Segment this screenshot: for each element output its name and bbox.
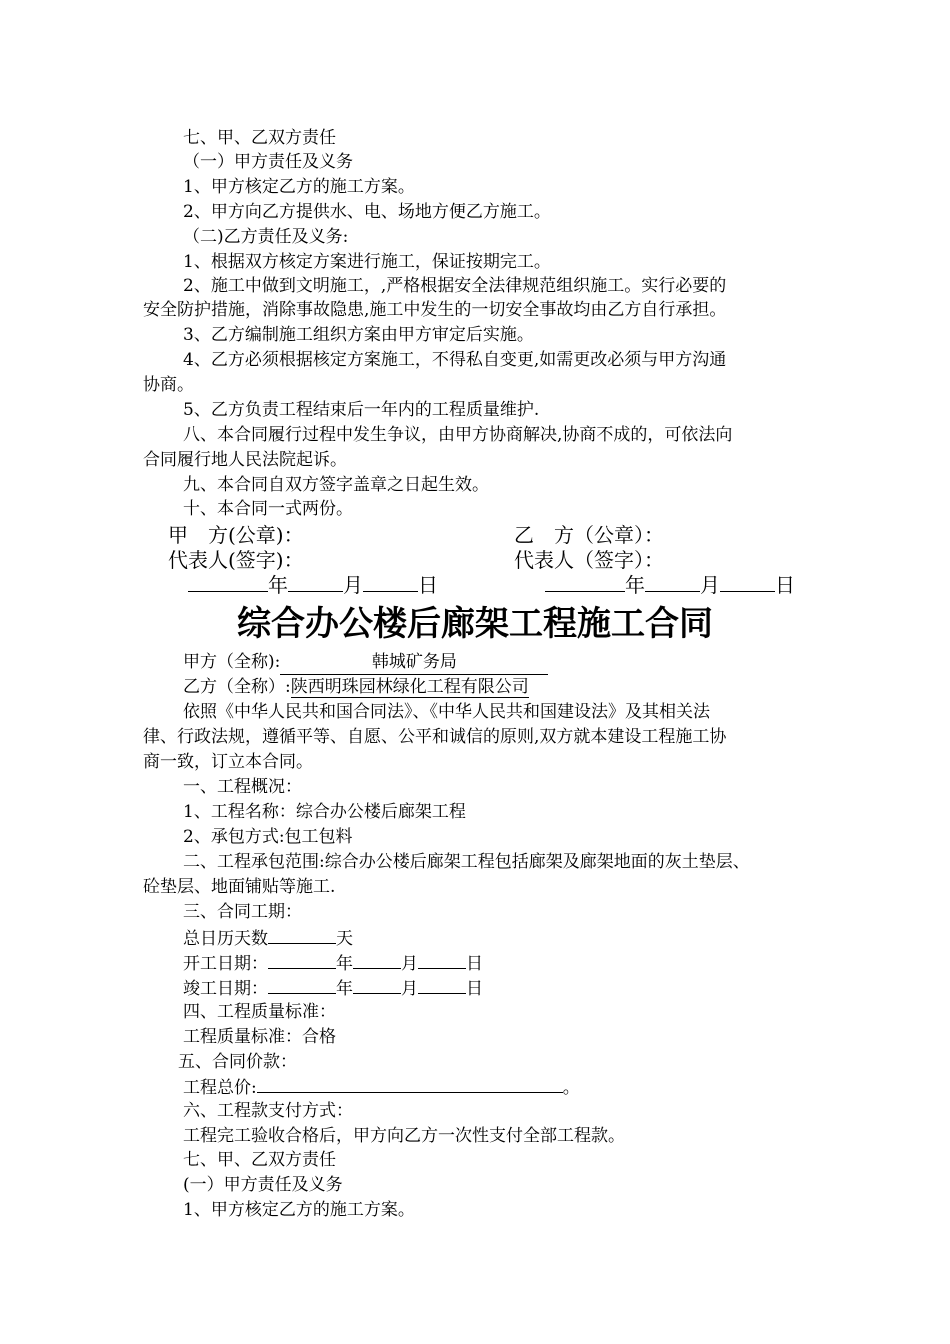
month-label: 月 bbox=[700, 573, 720, 597]
calendar-days-line bbox=[183, 925, 353, 951]
month-label: 月 bbox=[401, 954, 418, 974]
total-price-label: 工程总价: bbox=[183, 1078, 257, 1098]
days-unit: 天 bbox=[336, 929, 353, 949]
section-4-heading: 四、工程质量标准： bbox=[183, 1002, 336, 1022]
month-label: 月 bbox=[401, 979, 418, 999]
start-date-label: 开工日期： bbox=[183, 954, 268, 974]
section-10-line: 十、本合同一式两份。 bbox=[183, 499, 353, 519]
text-line: 安全防护措施，消除事故隐患,施工中发生的一切安全事故均由乙方自行承担。 bbox=[143, 300, 727, 320]
intro-line: 商一致，订立本合同。 bbox=[143, 752, 313, 772]
day-label: 日 bbox=[466, 979, 483, 999]
text-line: 5、乙方负责工程结束后一年内的工程质量维护. bbox=[183, 400, 540, 420]
section-7-heading: 七、甲、乙双方责任 bbox=[183, 1150, 336, 1170]
text-line: 1、甲方核定乙方的施工方案。 bbox=[183, 1200, 415, 1220]
section-7-heading: 七、甲、乙双方责任 bbox=[183, 128, 336, 148]
section-9-line: 九、本合同自双方签字盖章之日起生效。 bbox=[183, 475, 489, 495]
text-line: 4、乙方必须根据核定方案施工，不得私自变更,如需更改必须与甲方沟通 bbox=[183, 350, 727, 370]
scope-line: 二、工程承包范围:综合办公楼后廊架工程包括廊架及廊架地面的灰土垫层、 bbox=[183, 852, 750, 872]
day-blank[interactable] bbox=[720, 573, 775, 592]
intro-line: 律、行政法规，遵循平等、自愿、公平和诚信的原则,双方就本建设工程施工协 bbox=[143, 727, 727, 747]
section-8-line: 八、本合同履行过程中发生争议，由甲方协商解决,协商不成的，可依法向 bbox=[183, 425, 733, 445]
year-blank[interactable] bbox=[188, 573, 268, 592]
party-a-duties-heading: （一）甲方责任及义务 bbox=[183, 152, 353, 172]
day-label: 日 bbox=[418, 573, 438, 597]
day-blank[interactable] bbox=[418, 950, 466, 969]
text-line: 协商。 bbox=[143, 375, 194, 395]
year-blank[interactable] bbox=[545, 573, 625, 592]
start-date-line bbox=[183, 950, 483, 976]
total-price-line bbox=[183, 1074, 580, 1100]
payment-terms-line: 工程完工验收合格后，甲方向乙方一次性支付全部工程款。 bbox=[183, 1126, 625, 1146]
party-b-duties-heading: （二)乙方责任及义务: bbox=[183, 227, 349, 247]
contract-title: 综合办公楼后廊架工程施工合同 bbox=[237, 604, 713, 644]
scope-line: 砼垫层、地面铺贴等施工. bbox=[143, 877, 336, 897]
party-a-duties-heading: (一）甲方责任及义务 bbox=[183, 1175, 343, 1195]
section-1-heading: 一、工程概况： bbox=[183, 777, 302, 797]
contract-mode-line: 2、承包方式:包工包料 bbox=[183, 827, 353, 847]
day-label: 日 bbox=[775, 573, 795, 597]
text-line: 2、甲方向乙方提供水、电、场地方便乙方施工。 bbox=[183, 202, 551, 222]
month-label: 月 bbox=[343, 573, 363, 597]
month-blank[interactable] bbox=[288, 573, 343, 592]
quality-standard-line: 工程质量标准：合格 bbox=[183, 1027, 336, 1047]
end-date-label: 竣工日期： bbox=[183, 979, 268, 999]
month-blank[interactable] bbox=[353, 950, 401, 969]
party-b-line bbox=[183, 675, 529, 699]
year-label: 年 bbox=[625, 573, 645, 597]
year-blank[interactable] bbox=[268, 975, 336, 994]
party-a-seal-label: 甲 方(公章)： bbox=[168, 523, 304, 547]
text-line: 1、甲方核定乙方的施工方案。 bbox=[183, 177, 415, 197]
text-line: 合同履行地人民法院起诉。 bbox=[143, 450, 347, 470]
section-6-heading: 六、工程款支付方式： bbox=[183, 1101, 353, 1121]
day-blank[interactable] bbox=[418, 975, 466, 994]
total-price-blank[interactable] bbox=[257, 1074, 563, 1093]
calendar-days-label: 总日历天数 bbox=[183, 929, 268, 949]
party-a-name: 韩城矿务局 bbox=[280, 650, 548, 675]
year-blank[interactable] bbox=[268, 950, 336, 969]
year-label: 年 bbox=[336, 954, 353, 974]
month-blank[interactable] bbox=[353, 975, 401, 994]
punctuation: 。 bbox=[562, 1078, 580, 1098]
party-a-representative-label: 代表人(签字)： bbox=[168, 548, 304, 572]
year-label: 年 bbox=[268, 573, 288, 597]
text-line: 1、根据双方核定方案进行施工，保证按期完工。 bbox=[183, 252, 551, 272]
party-b-representative-label: 代表人（签字）： bbox=[514, 548, 664, 572]
text-line: 3、乙方编制施工组织方案由甲方审定后实施。 bbox=[183, 325, 534, 345]
intro-line: 依照《中华人民共和国合同法》、《中华人民共和国建设法》及其相关法 bbox=[183, 702, 710, 722]
text-line: 2、施工中做到文明施工，,严格根据安全法律规范组织施工。实行必要的 bbox=[183, 276, 727, 296]
party-a-date-line bbox=[188, 572, 438, 598]
calendar-days-blank[interactable] bbox=[268, 925, 336, 944]
section-3-heading: 三、合同工期： bbox=[183, 902, 302, 922]
month-blank[interactable] bbox=[645, 573, 700, 592]
section-5-heading: 五、合同价款： bbox=[178, 1052, 297, 1072]
party-b-name: 陕西明珠园林绿化工程有限公司 bbox=[290, 677, 529, 697]
party-b-label: 乙方（全称）: bbox=[183, 677, 291, 697]
party-a-label: 甲方（全称): bbox=[183, 652, 281, 672]
year-label: 年 bbox=[336, 979, 353, 999]
project-name-line: 1、工程名称：综合办公楼后廊架工程 bbox=[183, 802, 466, 822]
party-a-line bbox=[183, 650, 548, 675]
day-label: 日 bbox=[466, 954, 483, 974]
end-date-line bbox=[183, 975, 483, 1001]
party-b-seal-label: 乙 方（公章）： bbox=[514, 523, 664, 547]
party-b-date-line bbox=[545, 572, 795, 598]
day-blank[interactable] bbox=[363, 573, 418, 592]
